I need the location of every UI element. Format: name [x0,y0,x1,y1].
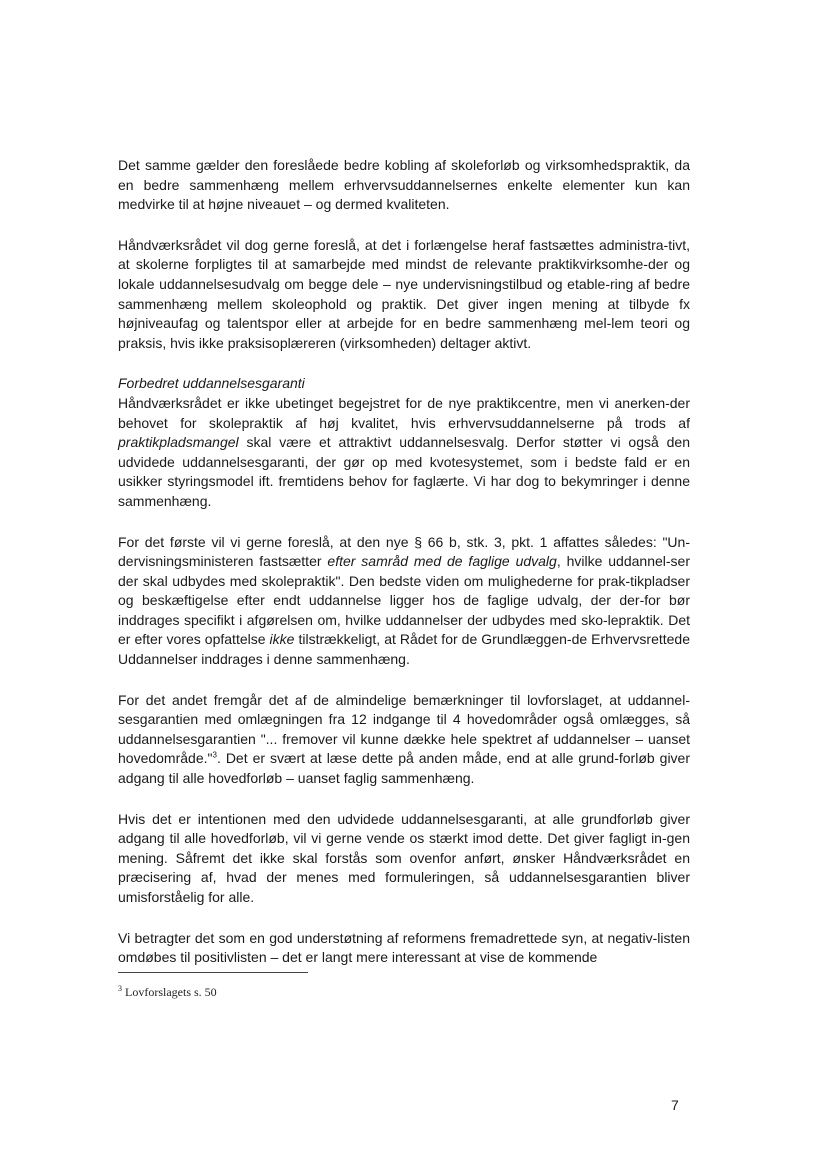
body-text [118,156,690,968]
footnote-divider [118,972,308,973]
paragraph-1: Det samme gælder den foreslåede bedre kobling af skoleforløb og virksomhedspraktik, da en bedre sammenhæng mellem erhvervsuddannelsernes enkelte elementer kun kan medvirke til at højne niveauet – og dermed kvaliteten. [118,157,690,213]
footnote-marker: 3 [118,984,122,993]
footnote-text: Lovforslagets s. 50 [125,985,217,999]
footnote-reference: 3 [212,750,217,760]
section-heading: Forbedret uddannelsesgaranti [118,375,305,392]
paragraph-4: For det første vil vi gerne foreslå, at den nye § 66 b, stk. 3, pkt. 1 affattes således: "Un-dervisningsministeren fastsætter efter samråd med de faglige udvalg, hvilke uddannel-ser der skal udbydes med skolepraktik". Den bedste viden om mulighederne for prak-tikpladser og beskæftigelse efter endt uddannelse ligger hos de faglige udvalg, der der-for bør inddrages specifikt i afgørelsen om, hvilke uddannelser der udbydes med sko-lepraktik. Det er efter vores opfattelse ikke tilstrækkeligt, at Rådet for de Grundlæggen-de Erhvervsrettede Uddannelser inddrages i denne sammenhæng. [118,533,690,668]
paragraph-7: Vi betragter det som en god understøtning af reformens fremadrettede syn, at negativ-listen omdøbes til positivlisten – det er langt mere interessant at vise de kommende [118,929,690,966]
paragraph-3: Håndværksrådet er ikke ubetinget begejstret for de nye praktikcentre, men vi anerken-der behovet for skolepraktik af høj kvalitet, hvis erhvervsuddannelserne på trods af praktikpladsmangel skal være et attraktivt uddannelsesvalg. Derfor støtter vi også den udvidede uddannelsesgaranti, der gør op med kvotesystemet, som i bedste fald er en usikker styringsmodel ift. fremtidens behov for faglærte. Vi har dog to bekymringer i denne sammenhæng. [118,394,690,509]
footnote [118,985,217,1000]
paragraph-5: For det andet fremgår det af de almindelige bemærkninger til lovforslaget, at uddannel-sesgarantien med omlægningen fra 12 indgange til 4 hovedområder også omlægges, så uddannelsesgarantien "... fremover vil kunne dække hele spektret af uddannelser – uanset hovedområde."$^3$. Det er svært at læse dette på anden måde, end at alle grund-forløb giver adgang til alle hovedforløb – uanset faglig sammenhæng. [118,691,690,787]
paragraph-2: Håndværksrådet vil dog gerne foreslå, at det i forlængelse heraf fastsættes administra-tivt, at skolerne forpligtes til at samarbejde med mindst de relevante praktikvirksomhe-der og lokale uddannelsesudvalg om begge dele – nye undervisningstilbud og etable-ring af bedre sammenhæng mellem skoleophold og praktik. Det giver ingen mening at tilbyde fx højniveaufag og talentspor eller at arbejde for en bedre sammenhæng mel-lem teori og praksis, hvis ikke praksisoplæreren (virksomheden) deltager aktivt. [118,236,690,351]
paragraph-6: Hvis det er intentionen med den udvidede uddannelsesgaranti, at alle grundforløb giver adgang til alle hovedforløb, vil vi gerne vende os stærkt imod dette. Det giver fagligt in-gen mening. Såfremt det ikke skal forstås som ovenfor anført, ønsker Håndværksrådet en præcisering af, hvad der menes med formuleringen, så uddannelsesgarantien bliver umisforståelig for alle. [118,810,690,905]
page-number: 7 [671,1097,679,1113]
